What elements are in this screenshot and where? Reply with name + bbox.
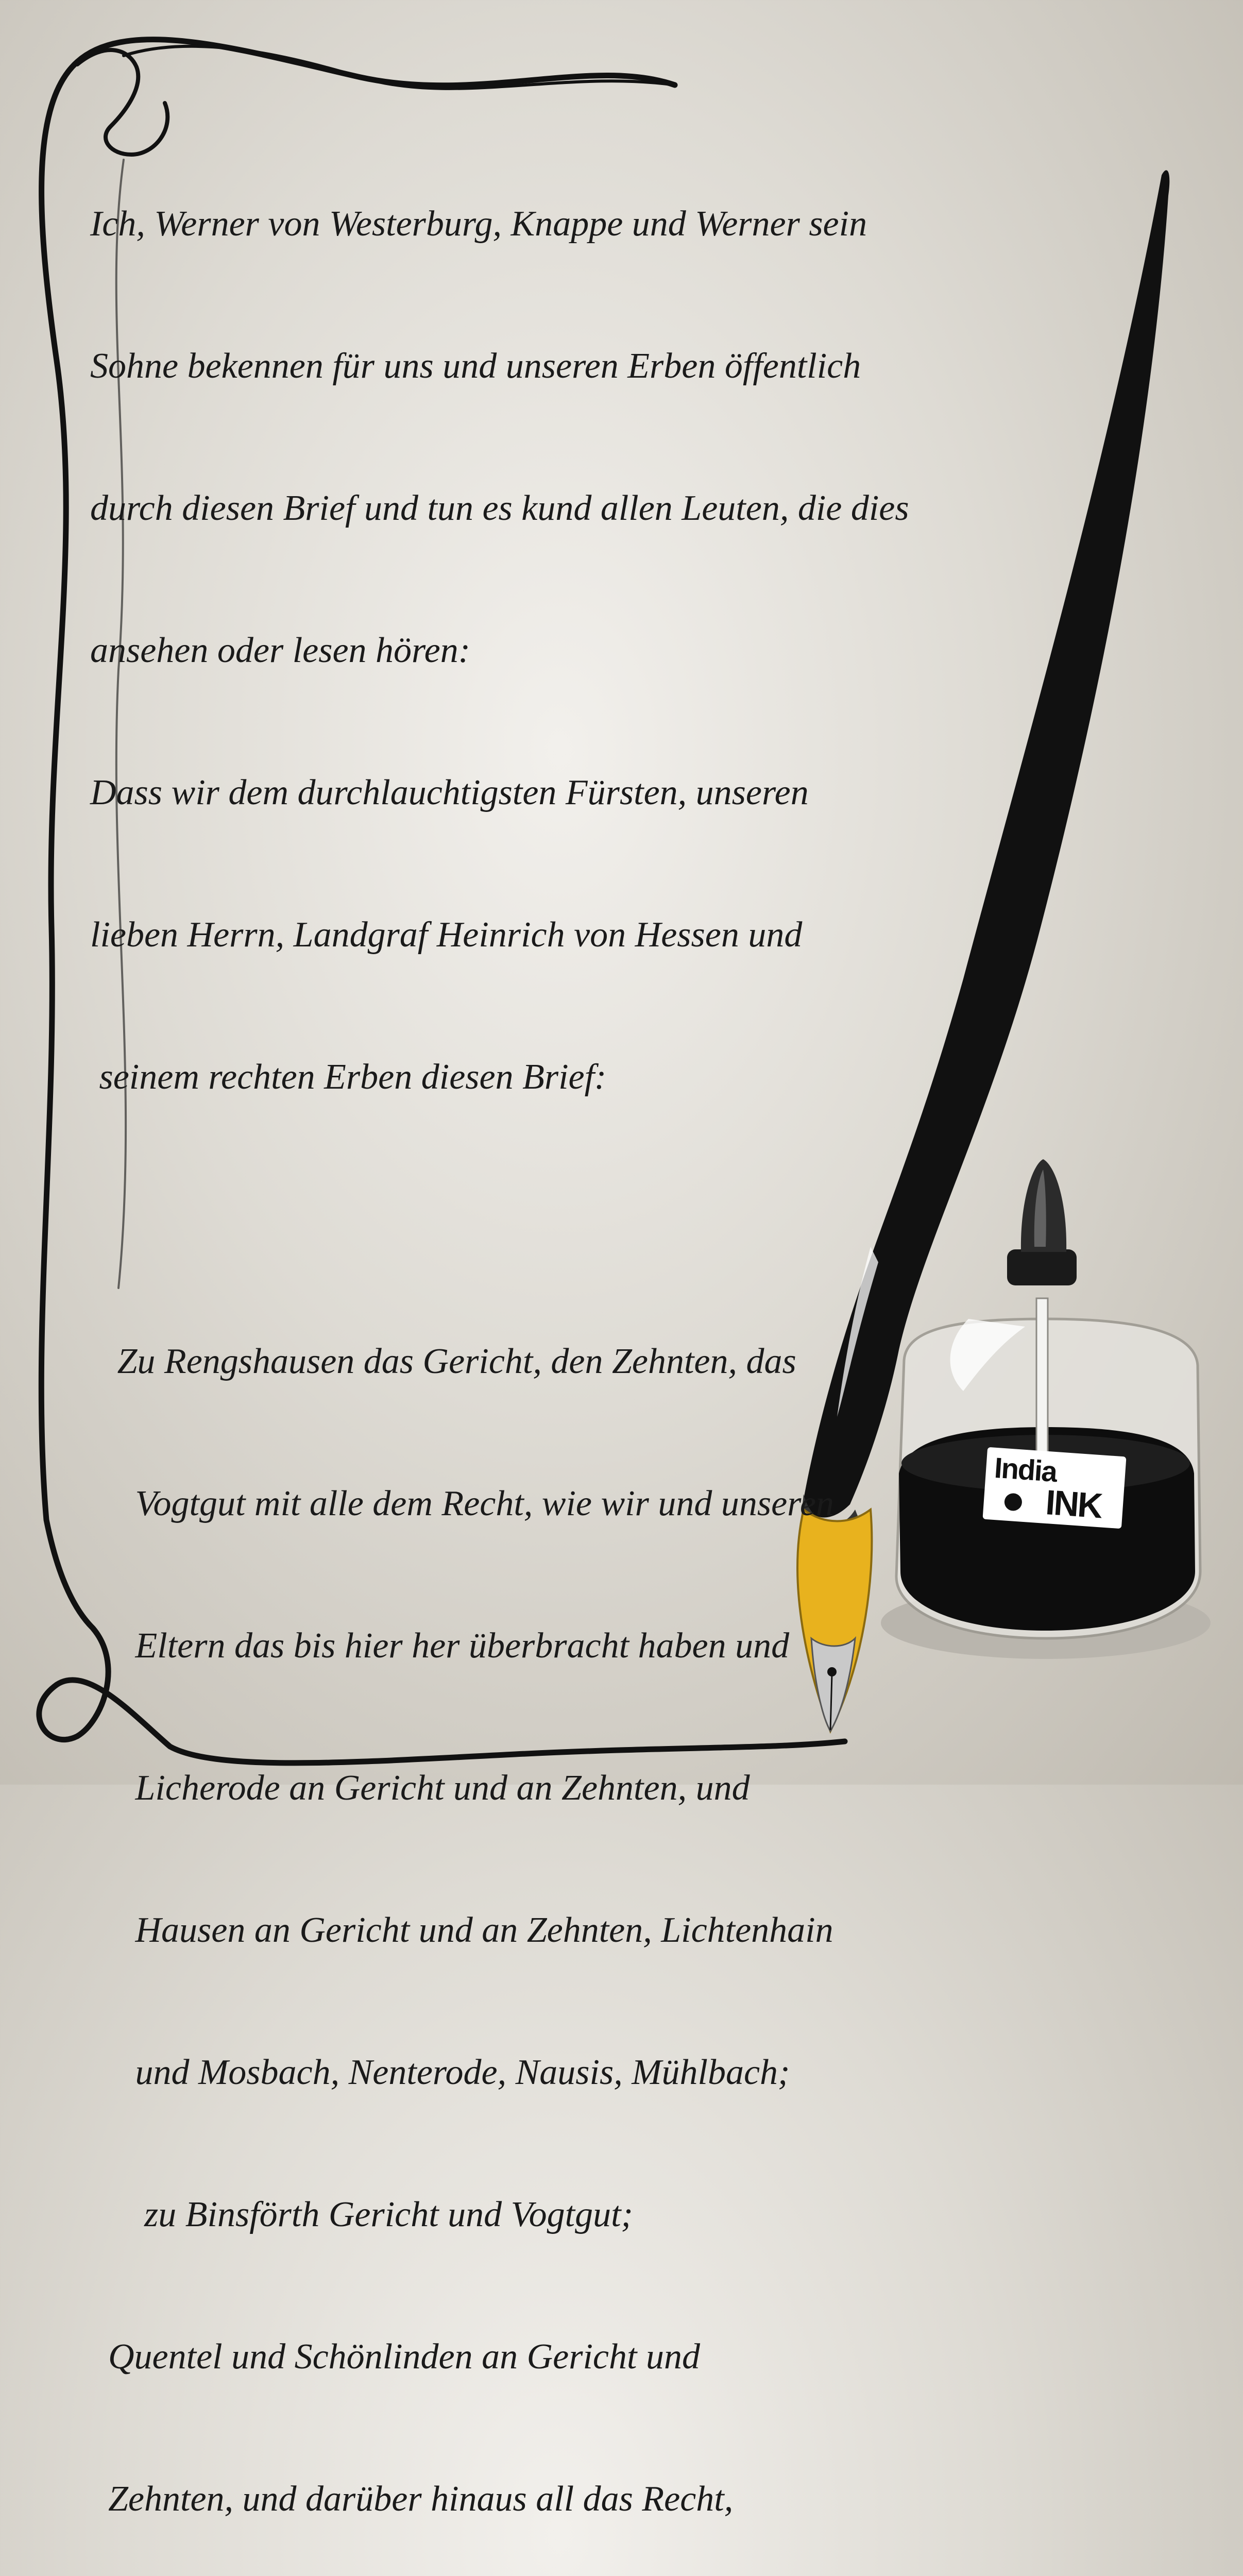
text-line: Dass wir dem durchlauchtigsten Fürsten, unseren — [90, 773, 809, 812]
text-gap — [90, 1196, 1095, 1243]
ink-label-ink: INK — [1044, 1482, 1103, 1526]
text-line: seinem rechten Erben diesen Brief: — [90, 1057, 607, 1097]
text-line: lieben Herrn, Landgraf Heinrich von Hessen und — [90, 915, 803, 955]
text-line: ansehen oder lesen hören: — [90, 631, 471, 670]
text-line: Quentel und Schönlinden an Gericht und — [90, 2337, 700, 2377]
text-line: Licherode an Gericht und an Zehnten, und — [90, 1768, 750, 1808]
text-line: durch diesen Brief und tun es kund allen Leuten, die dies — [90, 488, 909, 528]
text-line: und Mosbach, Nenterode, Nausis, Mühlbach; — [90, 2053, 790, 2092]
text-line: Eltern das bis hier her überbracht haben und — [90, 1626, 790, 1666]
document-text — [90, 106, 1095, 2576]
text-line: Sohne bekennen für uns und unseren Erben öffentlich — [90, 346, 861, 386]
text-line: Ich, Werner von Westerburg, Knappe und Werner sein — [90, 204, 867, 244]
text-line: Vogtgut mit alle dem Recht, wie wir und unseren — [90, 1484, 834, 1523]
text-line: Zu Rengshausen das Gericht, den Zehnten, das — [90, 1342, 796, 1381]
ink-label-india: India — [993, 1451, 1058, 1488]
text-line: Zehnten, und darüber hinaus all das Recht, — [90, 2479, 734, 2519]
text-line: Hausen an Gericht und an Zehnten, Lichtenhain — [90, 1910, 833, 1950]
text-line: zu Binsförth Gericht und Vogtgut; — [90, 2195, 633, 2234]
